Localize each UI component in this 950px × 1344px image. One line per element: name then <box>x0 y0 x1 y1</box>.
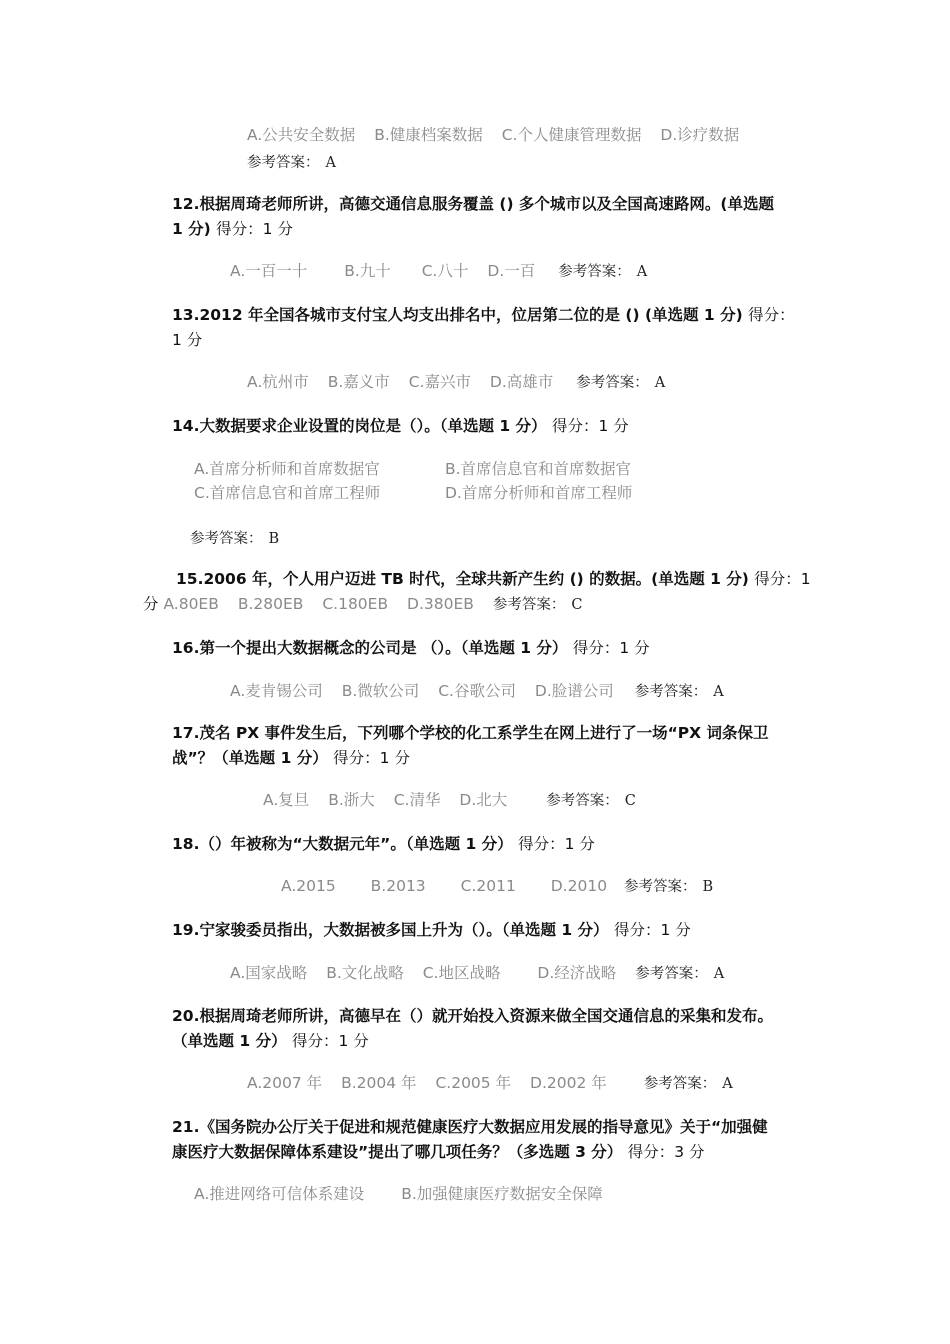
q16-answer-value: A <box>713 684 724 700</box>
q21-text-line2: 康医疗大数据保障体系建设”提出了哪几项任务？（多选题 3 分） <box>172 1143 623 1161</box>
q21-option-a: A.推进网络可信体系建设 <box>194 1185 365 1203</box>
q17-options <box>263 789 636 812</box>
q14-answer-value: B <box>268 531 280 547</box>
q16-option-b: B.微软公司 <box>341 682 420 700</box>
q16-text: 16.第一个提出大数据概念的公司是 （）。（单选题 1 分） <box>172 639 568 657</box>
q17-option-a: A.复旦 <box>263 791 310 809</box>
q11-option-c: C.个人健康管理数据 <box>501 126 642 144</box>
q18-option-b: B.2013 <box>370 877 426 895</box>
q13-option-a: A.杭州市 <box>247 373 309 391</box>
q21-score: 得分：3 分 <box>627 1143 705 1161</box>
q13-options <box>247 371 665 394</box>
q18-answer-label: 参考答案： <box>624 879 697 895</box>
q12-option-d: D.一百 <box>487 262 536 280</box>
q20-option-b: B.2004 年 <box>341 1074 417 1092</box>
q13-score-line2: 1 分 <box>172 331 203 349</box>
q12-answer-label: 参考答案： <box>558 264 631 280</box>
q13-question <box>172 303 795 353</box>
q13-score-line1: 得分： <box>748 306 795 324</box>
q12-options <box>230 260 647 283</box>
q19-answer-value: A <box>713 966 725 982</box>
q17-option-b: B.浙大 <box>328 791 375 809</box>
q17-option-c: C.清华 <box>393 791 441 809</box>
q14-option-c: C.首席信息官和首席工程师 <box>194 484 381 502</box>
q12-text-line2: 1 分) <box>172 220 211 238</box>
q20-options <box>247 1072 733 1095</box>
q18-answer-value: B <box>702 879 714 895</box>
q13-option-c: C.嘉兴市 <box>408 373 471 391</box>
q18-option-c: C.2011 <box>460 877 516 895</box>
q20-question <box>172 1004 773 1054</box>
q18-text: 18.（）年被称为“大数据元年”。（单选题 1 分） <box>172 835 513 853</box>
q20-option-d: D.2002 年 <box>530 1074 607 1092</box>
q20-option-c: C.2005 年 <box>435 1074 512 1092</box>
q11-option-a: A.公共安全数据 <box>247 126 356 144</box>
q16-options <box>230 680 724 703</box>
q17-question <box>172 721 768 771</box>
q15-option-b: B.280EB <box>237 595 304 613</box>
q15-line2 <box>143 593 582 616</box>
q20-score: 得分：1 分 <box>291 1032 369 1050</box>
q21-question <box>172 1115 768 1165</box>
q21-text-line1: 21.《国务院办公厅关于促进和规范健康医疗大数据应用发展的指导意见》关于“加强健 <box>172 1118 768 1136</box>
q15-text-line1: 15.2006 年，个人用户迈进 TB 时代，全球共新产生约 () 的数据。(单选题 1 分) <box>176 570 749 588</box>
q20-answer-label: 参考答案： <box>643 1076 717 1092</box>
q17-score: 得分：1 分 <box>333 749 410 767</box>
q12-question <box>172 192 774 242</box>
q19-option-c: C.地区战略 <box>422 964 501 982</box>
q18-option-a: A.2015 <box>281 877 336 895</box>
q19-options <box>230 962 724 985</box>
q19-option-d: D.经济战略 <box>537 964 617 982</box>
q11-options <box>247 124 753 146</box>
q19-score: 得分：1 分 <box>613 921 691 939</box>
q14-option-b: B.首席信息官和首席数据官 <box>445 460 632 478</box>
q13-answer-value: A <box>654 375 666 391</box>
q21-options <box>194 1183 617 1205</box>
q18-score: 得分：1 分 <box>518 835 595 853</box>
q15-score-line2: 分 <box>143 595 159 613</box>
q13-text-line1: 13.2012 年全国各城市支付宝人均支出排名中，位居第二位的是 () (单选题 1 分) <box>172 306 743 324</box>
q15-answer-label: 参考答案： <box>492 597 566 613</box>
q16-option-d: D.脸谱公司 <box>534 682 614 700</box>
q16-question <box>172 636 650 661</box>
q12-text-line1: 12.根据周琦老师所讲，高德交通信息服务覆盖 () 多个城市以及全国高速路网。(单选题 <box>172 195 775 213</box>
q14-question <box>172 414 629 439</box>
q12-score: 得分：1 分 <box>216 220 293 238</box>
q16-option-a: A.麦肯锡公司 <box>230 682 323 700</box>
q12-option-c: C.八十 <box>421 262 469 280</box>
q17-answer-value: C <box>624 793 636 809</box>
q18-option-d: D.2010 <box>550 877 608 895</box>
q14-answer <box>190 527 279 548</box>
q11-answer <box>247 151 336 172</box>
q16-answer-label: 参考答案： <box>634 684 708 700</box>
q15-option-a: A.80EB <box>163 595 219 613</box>
q11-answer-value: A <box>325 155 336 171</box>
q19-answer-label: 参考答案： <box>635 966 708 982</box>
q15-option-c: C.180EB <box>322 595 389 613</box>
q12-answer-value: A <box>636 264 648 280</box>
q14-text: 14.大数据要求企业设置的岗位是（）。（单选题 1 分） <box>172 417 547 435</box>
q19-question <box>172 918 691 943</box>
q14-answer-label: 参考答案： <box>190 531 263 547</box>
q20-text-line2: （单选题 1 分） <box>172 1032 287 1050</box>
q18-question <box>172 832 595 857</box>
q19-option-b: B.文化战略 <box>326 964 404 982</box>
q17-text-line2: 战”？（单选题 1 分） <box>172 749 328 767</box>
q11-option-b: B.健康档案数据 <box>374 126 483 144</box>
q15-option-d: D.380EB <box>407 595 474 613</box>
q20-answer-value: A <box>722 1076 733 1092</box>
q18-options <box>281 875 713 898</box>
q17-text-line1: 17.茂名 PX 事件发生后，下列哪个学校的化工系学生在网上进行了一场“PX 词条保卫 <box>172 724 769 742</box>
q17-option-d: D.北大 <box>459 791 508 809</box>
q12-option-b: B.九十 <box>344 262 391 280</box>
q14-option-d: D.首席分析师和首席工程师 <box>445 484 633 502</box>
q20-text-line1: 20.根据周琦老师所讲，高德早在（）就开始投入资源来做全国交通信息的采集和发布。 <box>172 1007 773 1025</box>
q11-option-d: D.诊疗数据 <box>660 126 740 144</box>
q21-option-b: B.加强健康医疗数据安全保障 <box>401 1185 603 1203</box>
q19-option-a: A.国家战略 <box>230 964 308 982</box>
q17-answer-label: 参考答案： <box>546 793 619 809</box>
q20-option-a: A.2007 年 <box>247 1074 323 1092</box>
q13-answer-label: 参考答案： <box>576 375 649 391</box>
q16-option-c: C.谷歌公司 <box>438 682 516 700</box>
q14-option-a: A.首席分析师和首席数据官 <box>194 460 380 478</box>
q13-option-d: D.高雄市 <box>489 373 554 391</box>
q16-score: 得分：1 分 <box>572 639 650 657</box>
q11-answer-label: 参考答案： <box>247 155 320 171</box>
q19-text: 19.宁家骏委员指出，大数据被多国上升为（）。（单选题 1 分） <box>172 921 609 939</box>
q15-score-line1: 得分：1 <box>754 570 811 588</box>
q15-question <box>176 567 811 592</box>
q13-option-b: B.嘉义市 <box>327 373 390 391</box>
q15-answer-value: C <box>571 597 583 613</box>
q14-score: 得分：1 分 <box>551 417 629 435</box>
q12-option-a: A.一百一十 <box>230 262 308 280</box>
